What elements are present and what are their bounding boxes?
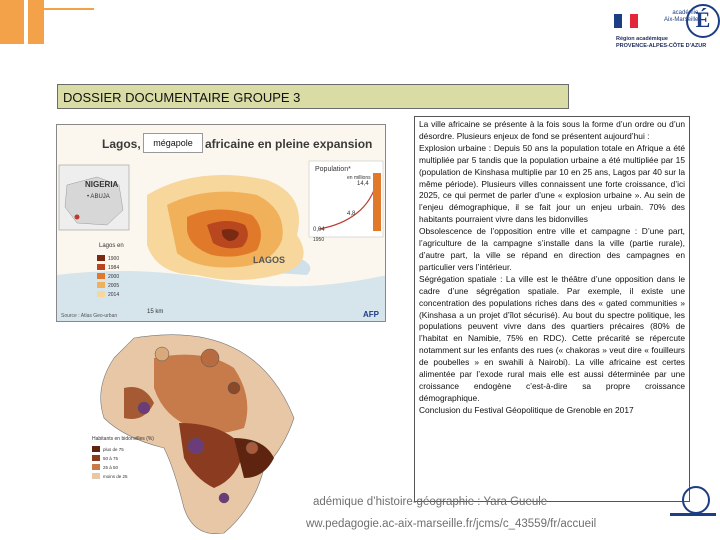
svg-text:plus de 75: plus de 75 (103, 447, 124, 452)
svg-text:15 km: 15 km (147, 309, 164, 315)
corner-decoration (0, 0, 44, 44)
svg-text:2014: 2014 (108, 292, 120, 298)
svg-text:2000: 2000 (108, 274, 120, 280)
lagos-map (56, 124, 386, 322)
svg-text:25 à 50: 25 à 50 (103, 465, 119, 470)
svg-text:4,8: 4,8 (347, 211, 356, 217)
map-title-part2: africaine en pleine expansion (205, 137, 373, 151)
svg-text:1950: 1950 (313, 237, 325, 243)
svg-text:LAGOS: LAGOS (253, 255, 286, 265)
footer-divider (670, 513, 716, 516)
document-title: DOSSIER DOCUMENTAIRE GROUPE 3 (63, 90, 301, 105)
africa-map-graphic (84, 328, 304, 540)
footer-logo-icon (682, 486, 710, 514)
document-title-box (57, 84, 569, 109)
article-intro: La ville africaine se présente à la fois sous la forme d’un ordre ou d’un désordre. Plusieurs enjeux de fond se présentent aujourd’hui : (419, 119, 685, 141)
republic-flag-icon (614, 14, 638, 28)
svg-text:Lagos en: Lagos en (99, 243, 124, 249)
svg-text:moins de 25: moins de 25 (103, 474, 128, 479)
article-para-opposition: Obsolescence de l’opposition entre ville et campagne : D’une part, l’agriculture de la campagne s’installe dans la ville (partie rurale), d’autre part, la ville se répand en direction des campagnes en particulier vers l’intérieur. (419, 226, 685, 272)
svg-text:0,04: 0,04 (313, 227, 325, 233)
svg-text:50 à 75: 50 à 75 (103, 456, 119, 461)
academy-words: académie Aix-Marseille (664, 10, 699, 23)
svg-text:Population*: Population* (315, 166, 351, 173)
svg-text:NIGERIA: NIGERIA (85, 180, 119, 189)
svg-text:• ABUJA: • ABUJA (87, 194, 110, 200)
svg-text:1984: 1984 (108, 265, 120, 271)
svg-text:14,4: 14,4 (357, 181, 369, 187)
article-conclusion: Conclusion du Festival Géopolitique de Grenoble en 2017 (419, 404, 634, 415)
article-para-segregation: Ségrégation spatiale : La ville est le théâtre d’une opposition dans le cadre d’une ségrégation spatiale. Par exemple, il existe une concentration des populations riches dans des « gated communities » (Kinshasa a un projet d’îlot sécurisé). Au bout du spectre politique, les populations peuvent vivre dans des quartiers précaires (80% de l’habitat en Namibie, 75% en RDC). Cette précarité se répercute notamment sur les enfants des rues (« chakoras » veut dire « fouilleurs de poubelles » en swahili à Nairobi). La ville africaine est certes alimentée par l’exode rural mais elle est aussi déterminée par une croissance endogène c’est-à-dire sa propre croissance démographique. (419, 273, 685, 403)
corner-line (44, 8, 94, 40)
africa-slums-map (84, 328, 304, 540)
svg-text:en millions: en millions (347, 175, 371, 181)
lagos-map-graphic (57, 125, 386, 322)
map-title-part1: Lagos, (102, 137, 141, 151)
region-text: Région académique PROVENCE-ALPES-CÔTE D'AZUR (616, 36, 707, 49)
svg-text:2005: 2005 (108, 283, 120, 289)
academy-logo (614, 2, 718, 56)
svg-text:Source : Atlas Geo-urban: Source : Atlas Geo-urban (61, 313, 118, 319)
svg-text:Habitants en bidonvilles (%): Habitants en bidonvilles (%) (92, 436, 154, 442)
footer-author: adémique d’histoire-géographie : Yara Gueule (313, 496, 548, 508)
article-text (414, 116, 690, 502)
article-para-explosion: Explosion urbaine : Depuis 50 ans la population totale en Afrique a été multipliée par 5 tandis que la population urbaine a été multipliée par 15 (population de Kinshasa multiplie par 10 en 25 ans, Lagos par 40 sur la même période). Plusieurs villes connaissent une forte croissance, d’ici 2025, ce qui permet de parler d’une « explosion urbaine ». Au sein de l’enjeu démographique, il se fait jour un enjeu urbain. 70% des habitants pourraient vivre dans les bidonvilles (419, 142, 685, 225)
footer-url[interactable]: ww.pedagogie.ac-aix-marseille.fr/jcms/c_43559/fr/accueil (306, 518, 597, 530)
megapole-label: mégapole (143, 133, 203, 153)
academy-e-icon: É (686, 4, 720, 38)
svg-text:AFP: AFP (363, 310, 379, 319)
svg-text:1900: 1900 (108, 256, 120, 262)
